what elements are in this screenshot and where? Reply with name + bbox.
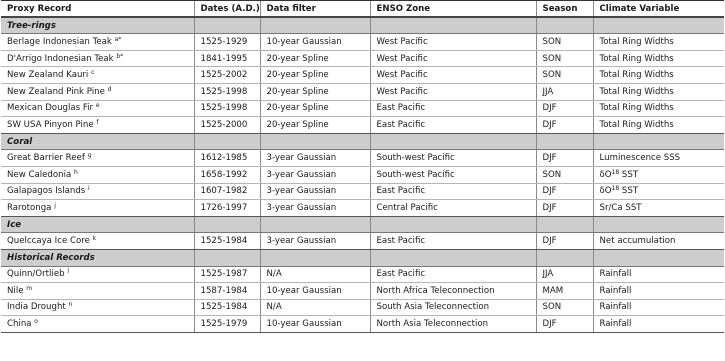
- footnote-marker: l: [67, 268, 69, 276]
- variable-text: Rainfall: [599, 285, 632, 296]
- variable-suffix: SST: [619, 169, 639, 180]
- table-header: [1, 1, 724, 18]
- section-row: [1, 216, 724, 233]
- cell-season: SON: [536, 50, 593, 67]
- cell-climate-variable: [593, 83, 724, 100]
- cell-enso-zone: East Pacific: [370, 100, 536, 117]
- proxy-record-name: India Drought: [7, 302, 66, 313]
- cell-climate-variable: [593, 50, 724, 67]
- table-row: [1, 316, 724, 333]
- proxy-record-name: New Zealand Pink Pine: [7, 86, 105, 97]
- footnote-marker: f: [96, 118, 99, 126]
- cell-season: MAM: [536, 283, 593, 300]
- cell-season: JJA: [536, 83, 593, 100]
- table-row: [1, 299, 724, 316]
- section-filler: [260, 216, 370, 233]
- cell-data-filter: 20-year Spline: [260, 83, 370, 100]
- proxy-record-name: Rarotonga: [7, 202, 52, 213]
- cell-season: DJF: [536, 100, 593, 117]
- cell-climate-variable: [593, 166, 724, 183]
- section-filler: [194, 249, 260, 266]
- proxy-record-name: Quinn/Ortlieb: [7, 269, 65, 280]
- variable-text: Total Ring Widths: [599, 86, 674, 97]
- cell-dates: 1525-1984: [194, 233, 260, 250]
- variable-text: Total Ring Widths: [599, 70, 674, 81]
- variable-text: Rainfall: [599, 302, 632, 313]
- cell-data-filter: 3-year Gaussian: [260, 233, 370, 250]
- isotope-superscript: 18: [611, 168, 620, 176]
- table-row: [1, 67, 724, 84]
- cell-season: SON: [536, 67, 593, 84]
- cell-dates: 1612-1985: [194, 150, 260, 167]
- proxy-record-name: Great Barrier Reef: [7, 153, 85, 164]
- cell-proxy-record: [1, 283, 194, 300]
- cell-proxy-record: [1, 83, 194, 100]
- cell-climate-variable: [593, 316, 724, 333]
- variable-text: Sr/Ca SST: [599, 202, 642, 213]
- cell-climate-variable: [593, 283, 724, 300]
- cell-enso-zone: South-west Pacific: [370, 150, 536, 167]
- proxy-record-name: Quelccaya Ice Core: [7, 236, 90, 247]
- cell-dates: 1525-1998: [194, 83, 260, 100]
- cell-proxy-record: [1, 34, 194, 51]
- proxy-record-name: D'Arrigo Indonesian Teak: [7, 53, 114, 64]
- table-row: [1, 117, 724, 134]
- cell-climate-variable: [593, 299, 724, 316]
- cell-dates: 1607-1982: [194, 183, 260, 200]
- section-filler: [370, 216, 536, 233]
- proxy-record-name: Nile: [7, 285, 24, 296]
- cell-data-filter: 3-year Gaussian: [260, 200, 370, 217]
- cell-dates: 1726-1997: [194, 200, 260, 217]
- variable-text: Total Ring Widths: [599, 103, 674, 114]
- cell-data-filter: N/A: [260, 266, 370, 283]
- section-filler: [370, 133, 536, 150]
- table-row: [1, 166, 724, 183]
- cell-enso-zone: West Pacific: [370, 67, 536, 84]
- cell-data-filter: N/A: [260, 299, 370, 316]
- section-row: [1, 17, 724, 34]
- proxy-record-name: Mexican Douglas Fir: [7, 103, 94, 114]
- variable-text: Luminescence SSS: [599, 153, 681, 164]
- section-title: Historical Records: [1, 249, 194, 266]
- cell-data-filter: 10-year Gaussian: [260, 283, 370, 300]
- section-filler: [536, 17, 593, 34]
- header-proxy-record: Proxy Record: [1, 1, 194, 18]
- cell-climate-variable: [593, 150, 724, 167]
- section-filler: [593, 17, 724, 34]
- cell-enso-zone: North Asia Teleconnection: [370, 316, 536, 333]
- table-row: [1, 283, 724, 300]
- proxy-records-table: [1, 0, 724, 333]
- table-row: [1, 266, 724, 283]
- variable-prefix: δO: [599, 186, 612, 197]
- cell-data-filter: 3-year Gaussian: [260, 166, 370, 183]
- footnote-marker: n: [68, 301, 73, 309]
- section-title: Ice: [1, 216, 194, 233]
- footnote-marker: b*: [116, 52, 124, 60]
- header-row: [1, 1, 724, 18]
- table-row: [1, 150, 724, 167]
- section-filler: [260, 17, 370, 34]
- proxy-record-name: SW USA Pinyon Pine: [7, 119, 94, 130]
- cell-enso-zone: West Pacific: [370, 34, 536, 51]
- footnote-marker: k: [92, 235, 97, 243]
- section-filler: [593, 133, 724, 150]
- cell-data-filter: 20-year Spline: [260, 67, 370, 84]
- cell-season: SON: [536, 166, 593, 183]
- cell-dates: 1525-2000: [194, 117, 260, 134]
- cell-dates: 1525-1987: [194, 266, 260, 283]
- section-filler: [194, 216, 260, 233]
- cell-climate-variable: [593, 67, 724, 84]
- cell-season: SON: [536, 34, 593, 51]
- variable-text: Total Ring Widths: [599, 53, 674, 64]
- cell-proxy-record: [1, 166, 194, 183]
- table-row: [1, 183, 724, 200]
- cell-season: JJA: [536, 266, 593, 283]
- cell-data-filter: 20-year Spline: [260, 50, 370, 67]
- cell-season: DJF: [536, 150, 593, 167]
- cell-enso-zone: West Pacific: [370, 83, 536, 100]
- cell-season: SON: [536, 299, 593, 316]
- header-enso-zone: ENSO Zone: [370, 1, 536, 18]
- header-data-filter: Data filter: [260, 1, 370, 18]
- footnote-marker: h: [73, 168, 78, 176]
- proxy-record-name: Galapagos Islands: [7, 186, 86, 197]
- cell-dates: 1587-1984: [194, 283, 260, 300]
- cell-enso-zone: Central Pacific: [370, 200, 536, 217]
- cell-dates: 1525-1998: [194, 100, 260, 117]
- cell-proxy-record: [1, 316, 194, 333]
- cell-data-filter: 3-year Gaussian: [260, 183, 370, 200]
- cell-season: DJF: [536, 233, 593, 250]
- section-title: Coral: [1, 133, 194, 150]
- table-body: [1, 17, 724, 332]
- footnote-marker: c: [91, 69, 95, 77]
- section-filler: [536, 216, 593, 233]
- section-row: [1, 249, 724, 266]
- cell-season: DJF: [536, 316, 593, 333]
- variable-text: Total Ring Widths: [599, 36, 674, 47]
- cell-data-filter: 10-year Gaussian: [260, 34, 370, 51]
- section-filler: [370, 17, 536, 34]
- cell-enso-zone: South-west Pacific: [370, 166, 536, 183]
- footnote-marker: e: [95, 102, 100, 110]
- section-filler: [260, 249, 370, 266]
- cell-proxy-record: [1, 200, 194, 217]
- cell-climate-variable: [593, 117, 724, 134]
- proxy-record-name: Berlage Indonesian Teak: [7, 36, 112, 47]
- cell-proxy-record: [1, 67, 194, 84]
- cell-dates: 1841-1995: [194, 50, 260, 67]
- cell-climate-variable: [593, 183, 724, 200]
- cell-dates: 1525-1979: [194, 316, 260, 333]
- table-row: [1, 83, 724, 100]
- cell-proxy-record: [1, 266, 194, 283]
- section-filler: [593, 216, 724, 233]
- footnote-marker: m: [26, 284, 33, 292]
- variable-prefix: δO: [599, 169, 612, 180]
- cell-enso-zone: South Asia Teleconnection: [370, 299, 536, 316]
- cell-proxy-record: [1, 50, 194, 67]
- section-row: [1, 133, 724, 150]
- footnote-marker: i: [88, 185, 90, 193]
- header-season: Season: [536, 1, 593, 18]
- proxy-record-name: New Caledonia: [7, 169, 72, 180]
- cell-proxy-record: [1, 233, 194, 250]
- cell-dates: 1525-2002: [194, 67, 260, 84]
- cell-proxy-record: [1, 117, 194, 134]
- section-filler: [536, 133, 593, 150]
- cell-climate-variable: [593, 233, 724, 250]
- section-filler: [260, 133, 370, 150]
- cell-data-filter: 20-year Spline: [260, 100, 370, 117]
- cell-dates: 1658-1992: [194, 166, 260, 183]
- cell-enso-zone: West Pacific: [370, 50, 536, 67]
- section-filler: [194, 17, 260, 34]
- section-filler: [536, 249, 593, 266]
- cell-data-filter: 10-year Gaussian: [260, 316, 370, 333]
- section-filler: [370, 249, 536, 266]
- footnote-marker: j: [54, 201, 56, 209]
- cell-proxy-record: [1, 150, 194, 167]
- proxy-record-name: New Zealand Kauri: [7, 70, 89, 81]
- footnote-marker: d: [107, 85, 112, 93]
- variable-text: Total Ring Widths: [599, 119, 674, 130]
- isotope-superscript: 18: [611, 185, 620, 193]
- table-row: [1, 233, 724, 250]
- cell-climate-variable: [593, 266, 724, 283]
- cell-data-filter: 20-year Spline: [260, 117, 370, 134]
- cell-enso-zone: East Pacific: [370, 183, 536, 200]
- variable-text: Rainfall: [599, 269, 632, 280]
- cell-enso-zone: North Africa Teleconnection: [370, 283, 536, 300]
- cell-enso-zone: East Pacific: [370, 266, 536, 283]
- cell-proxy-record: [1, 100, 194, 117]
- footnote-marker: a*: [114, 35, 122, 43]
- footnote-marker: o: [34, 318, 38, 326]
- header-climate-variable: Climate Variable: [593, 1, 724, 18]
- cell-dates: 1525-1984: [194, 299, 260, 316]
- table-row: [1, 100, 724, 117]
- cell-enso-zone: East Pacific: [370, 233, 536, 250]
- cell-season: DJF: [536, 183, 593, 200]
- table-row: [1, 200, 724, 217]
- cell-climate-variable: [593, 200, 724, 217]
- cell-climate-variable: [593, 34, 724, 51]
- cell-proxy-record: [1, 299, 194, 316]
- section-title: Tree-rings: [1, 17, 194, 34]
- table-row: [1, 50, 724, 67]
- section-filler: [194, 133, 260, 150]
- cell-data-filter: 3-year Gaussian: [260, 150, 370, 167]
- variable-suffix: SST: [619, 186, 639, 197]
- cell-dates: 1525-1929: [194, 34, 260, 51]
- table-row: [1, 34, 724, 51]
- variable-text: Rainfall: [599, 319, 632, 330]
- footnote-marker: g: [87, 152, 92, 160]
- cell-climate-variable: [593, 100, 724, 117]
- variable-text: Net accumulation: [599, 236, 676, 247]
- header-dates: Dates (A.D.): [194, 1, 260, 18]
- cell-season: DJF: [536, 117, 593, 134]
- cell-season: DJF: [536, 200, 593, 217]
- proxy-record-name: China: [7, 319, 32, 330]
- cell-enso-zone: East Pacific: [370, 117, 536, 134]
- cell-proxy-record: [1, 183, 194, 200]
- section-filler: [593, 249, 724, 266]
